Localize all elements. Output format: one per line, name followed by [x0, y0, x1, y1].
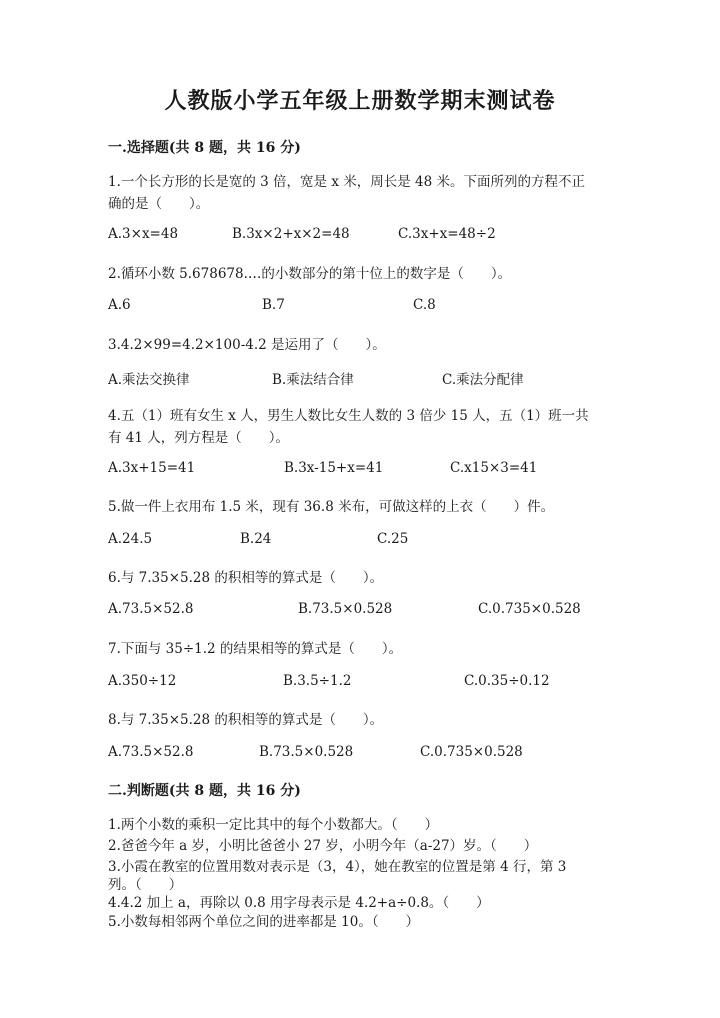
tf-question-4: 4.4.2 加上 a，再除以 0.8 用字母表示是 4.2+a÷0.8。（ ） — [108, 895, 490, 911]
question-5-line-1: 5.做一件上衣用布 1.5 米，现有 36.8 米布，可做这样的上衣（ ）件。 — [108, 499, 555, 515]
question-4-option-a: A.3x+15=41 — [108, 460, 196, 476]
page-title: 人教版小学五年级上册数学期末测试卷 — [164, 88, 556, 114]
question-8-option-a: A.73.5×52.8 — [108, 744, 194, 760]
tf-question-3-line-2: 列。（ ） — [108, 877, 183, 893]
question-7-line-1: 7.下面与 35÷1.2 的结果相等的算式是（ ）。 — [108, 641, 403, 657]
question-6-option-c: C.0.735×0.528 — [478, 601, 581, 617]
question-8-option-c: C.0.735×0.528 — [420, 744, 523, 760]
tf-question-3-line-1: 3.小霞在教室的位置用数对表示是（3，4），她在教室的位置是第 4 行，第 3 — [108, 859, 567, 875]
question-6-option-a: A.73.5×52.8 — [108, 601, 194, 617]
question-7-option-c: C.0.35÷0.12 — [464, 673, 550, 689]
question-4-line-2: 有 41 人，列方程是（ ）。 — [108, 430, 290, 446]
question-3-option-a: A.乘法交换律 — [108, 372, 190, 388]
question-7-option-b: B.3.5÷1.2 — [283, 673, 352, 689]
question-3-option-c: C.乘法分配律 — [442, 372, 524, 388]
question-1-line-2: 确的是（ ）。 — [108, 196, 210, 212]
question-1-option-b: B.3x×2+x×2=48 — [232, 226, 350, 242]
question-6-line-1: 6.与 7.35×5.28 的积相等的算式是（ ）。 — [108, 570, 384, 586]
question-2-option-c: C.8 — [413, 297, 436, 313]
section-heading-choice: 一.选择题(共 8 题，共 16 分) — [108, 140, 301, 156]
tf-question-5: 5.小数每相邻两个单位之间的进率都是 10。（ ） — [108, 914, 420, 930]
question-1-option-c: C.3x+x=48÷2 — [398, 226, 496, 242]
question-1-option-a: A.3×x=48 — [108, 226, 179, 242]
question-2-option-a: A.6 — [108, 297, 131, 313]
question-3-line-1: 3.4.2×99=4.2×100-4.2 是运用了（ ）。 — [108, 337, 386, 353]
section-heading-true-false: 二.判断题(共 8 题，共 16 分) — [108, 783, 301, 799]
question-4-line-1: 4.五（1）班有女生 x 人，男生人数比女生人数的 3 倍少 15 人，五（1）班一共 — [108, 408, 589, 424]
tf-question-2: 2.爸爸今年 a 岁，小明比爸爸小 27 岁，小明今年（a-27）岁。（ ） — [108, 838, 538, 854]
question-4-option-b: B.3x-15+x=41 — [284, 460, 384, 476]
question-2-option-b: B.7 — [262, 297, 285, 313]
question-1-line-1: 1.一个长方形的长是宽的 3 倍，宽是 x 米，周长是 48 米。下面所列的方程不正 — [108, 174, 586, 190]
question-8-line-1: 8.与 7.35×5.28 的积相等的算式是（ ）。 — [108, 712, 384, 728]
question-4-option-c: C.x15×3=41 — [450, 460, 538, 476]
question-5-option-b: B.24 — [240, 531, 272, 547]
question-3-option-b: B.乘法结合律 — [272, 372, 354, 388]
question-6-option-b: B.73.5×0.528 — [298, 601, 393, 617]
question-2-line-1: 2.循环小数 5.678678.…的小数部分的第十位上的数字是（ ）。 — [108, 266, 512, 282]
question-5-option-c: C.25 — [377, 531, 409, 547]
question-7-option-a: A.350÷12 — [108, 673, 177, 689]
question-5-option-a: A.24.5 — [108, 531, 153, 547]
question-8-option-b: B.73.5×0.528 — [259, 744, 354, 760]
tf-question-1: 1.两个小数的乘积一定比其中的每个小数都大。（ ） — [108, 817, 439, 833]
